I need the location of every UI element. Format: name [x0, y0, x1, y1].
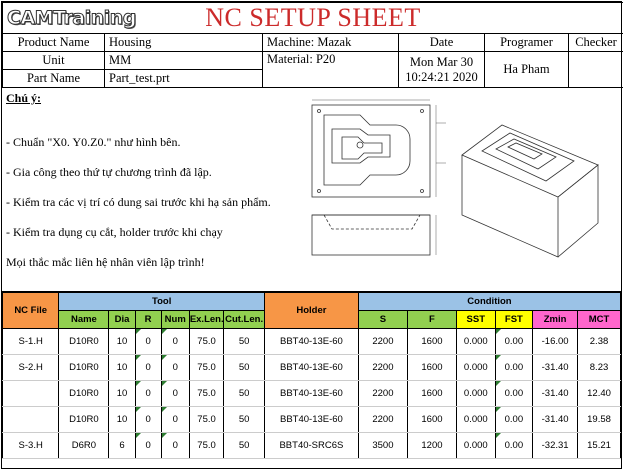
programmer-label: Programer	[485, 34, 569, 52]
cell-fst: 0.00	[495, 329, 533, 355]
cell-name: D10R0	[59, 329, 109, 355]
note-line-5: Mọi thắc mắc liên hệ nhân viên lập trình!	[6, 255, 205, 269]
notes-text	[6, 91, 271, 285]
date-label: Date	[399, 34, 485, 52]
cell-sst: 0.000	[456, 329, 495, 355]
part-name-label: Part Name	[3, 70, 105, 88]
tool-table	[2, 292, 621, 459]
cell-ex-len: 75.0	[189, 433, 223, 459]
cell-s: 2200	[358, 329, 407, 355]
date-value	[399, 52, 485, 88]
programmer-value: Ha Pham	[485, 52, 569, 88]
cell-fst: 0.00	[495, 355, 533, 381]
col-f: F	[407, 311, 456, 329]
col-ex-len: Ex.Len.	[189, 311, 223, 329]
cell-ex-len: 75.0	[189, 329, 223, 355]
notes-heading: Chú ý:	[6, 91, 42, 105]
cell-file	[3, 407, 59, 433]
cell-cut-len: 50	[224, 407, 265, 433]
col-fst: FST	[495, 311, 533, 329]
col-mct: MCT	[578, 311, 621, 329]
unit-label: Unit	[3, 52, 105, 70]
note-line-1: - Chuẩn "X0. Y0.Z0." như hình bên.	[6, 135, 181, 149]
table-row	[3, 433, 621, 459]
cell-file: S-2.H	[3, 355, 59, 381]
cell-cut-len: 50	[224, 381, 265, 407]
table-row	[3, 355, 621, 381]
machine-value: Machine: Mazak	[263, 34, 399, 52]
unit-value: MM	[105, 52, 263, 70]
setup-sheet	[1, 1, 622, 469]
cell-cut-len: 50	[224, 433, 265, 459]
cell-mct: 12.40	[578, 381, 621, 407]
part-name-value: Part_test.prt	[105, 70, 263, 88]
cell-sst: 0.000	[456, 355, 495, 381]
note-line-2: - Gia công theo thứ tự chương trình đã lập.	[6, 165, 212, 179]
cell-mct: 2.38	[578, 329, 621, 355]
cell-mct: 8.23	[578, 355, 621, 381]
cell-zmin: -31.40	[533, 407, 578, 433]
col-sst: SST	[456, 311, 495, 329]
cell-fst: 0.00	[495, 381, 533, 407]
cell-cut-len: 50	[224, 355, 265, 381]
table-row	[3, 407, 621, 433]
cell-file: S-1.H	[3, 329, 59, 355]
cell-f: 1200	[407, 433, 456, 459]
col-r: R	[135, 311, 161, 329]
cell-s: 2200	[358, 355, 407, 381]
page-title: NC SETUP SHEET	[205, 3, 421, 32]
cell-dia: 10	[109, 407, 135, 433]
cell-holder: BBT40-13E-60	[264, 329, 358, 355]
cell-cut-len: 50	[224, 329, 265, 355]
cell-zmin: -31.40	[533, 355, 578, 381]
date-line-1: Mon Mar 30	[409, 54, 474, 69]
cell-r: 0	[135, 381, 161, 407]
material-value: Material: P20	[263, 52, 399, 88]
cell-zmin: -32.31	[533, 433, 578, 459]
note-line-3: - Kiểm tra các vị trí có dung sai trước khi hạ sản phẩm.	[6, 195, 271, 209]
holder-header: Holder	[264, 293, 358, 329]
cell-name: D10R0	[59, 407, 109, 433]
cell-f: 1600	[407, 407, 456, 433]
cell-s: 2200	[358, 407, 407, 433]
cell-file	[3, 381, 59, 407]
part-drawing	[302, 93, 602, 263]
cell-num: 0	[161, 433, 189, 459]
checker-label: Checker	[569, 34, 623, 52]
cell-r: 0	[135, 407, 161, 433]
cell-dia: 10	[109, 355, 135, 381]
table-row	[3, 329, 621, 355]
title-bar	[3, 3, 623, 34]
col-num: Num	[161, 311, 189, 329]
checker-value	[569, 52, 623, 88]
cell-dia: 10	[109, 329, 135, 355]
cell-r: 0	[135, 355, 161, 381]
date-line-2: 10:24:21 2020	[405, 69, 478, 84]
col-cut-len: Cut.Len.	[224, 311, 265, 329]
cell-fst: 0.00	[495, 433, 533, 459]
cell-num: 0	[161, 381, 189, 407]
table-row	[3, 381, 621, 407]
cell-num: 0	[161, 329, 189, 355]
cell-zmin: -31.40	[533, 381, 578, 407]
product-name-value: Housing	[105, 34, 263, 52]
cell-holder: BBT40-SRC6S	[264, 433, 358, 459]
notes-section	[2, 88, 621, 292]
col-name: Name	[59, 311, 109, 329]
cell-f: 1600	[407, 329, 456, 355]
header-table	[2, 2, 623, 88]
camtraining-logo: CAMTraining	[7, 7, 136, 29]
cell-name: D10R0	[59, 381, 109, 407]
tool-header: Tool	[59, 293, 265, 311]
cell-ex-len: 75.0	[189, 407, 223, 433]
cell-f: 1600	[407, 381, 456, 407]
cell-sst: 0.000	[456, 381, 495, 407]
cell-sst: 0.000	[456, 433, 495, 459]
cell-mct: 19.58	[578, 407, 621, 433]
cell-holder: BBT40-13E-60	[264, 407, 358, 433]
note-line-4: - Kiểm tra dụng cụ cắt, holder trước khi chạy	[6, 225, 223, 239]
product-name-label: Product Name	[3, 34, 105, 52]
cell-r: 0	[135, 433, 161, 459]
cell-holder: BBT40-13E-60	[264, 381, 358, 407]
cell-num: 0	[161, 355, 189, 381]
cell-file: S-3.H	[3, 433, 59, 459]
cell-dia: 10	[109, 381, 135, 407]
cell-num: 0	[161, 407, 189, 433]
cell-ex-len: 75.0	[189, 355, 223, 381]
cell-f: 1600	[407, 355, 456, 381]
cell-dia: 6	[109, 433, 135, 459]
col-dia: Dia	[109, 311, 135, 329]
nc-file-header: NC File	[3, 293, 59, 329]
cell-ex-len: 75.0	[189, 381, 223, 407]
col-zmin: Zmin	[533, 311, 578, 329]
cell-holder: BBT40-13E-60	[264, 355, 358, 381]
cell-sst: 0.000	[456, 407, 495, 433]
cell-s: 3500	[358, 433, 407, 459]
cell-zmin: -16.00	[533, 329, 578, 355]
condition-header: Condition	[358, 293, 620, 311]
cell-fst: 0.00	[495, 407, 533, 433]
col-s: S	[358, 311, 407, 329]
cell-s: 2200	[358, 381, 407, 407]
cell-name: D6R0	[59, 433, 109, 459]
cell-name: D10R0	[59, 355, 109, 381]
cell-mct: 15.21	[578, 433, 621, 459]
cell-r: 0	[135, 329, 161, 355]
